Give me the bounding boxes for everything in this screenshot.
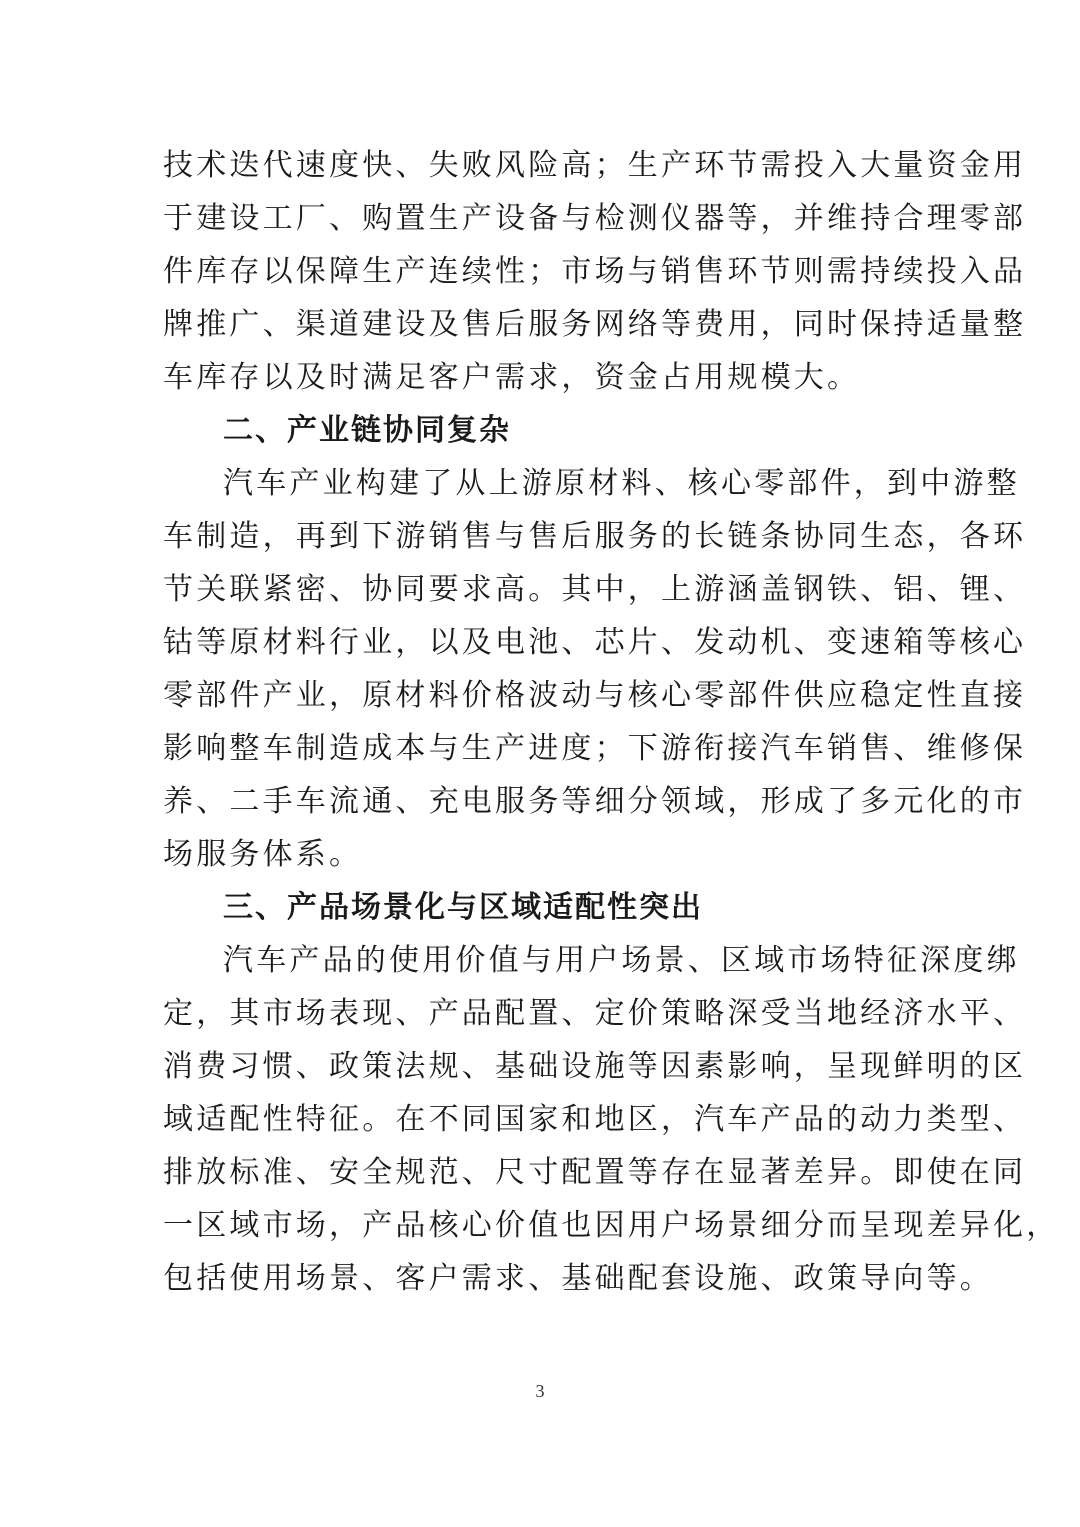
text-line: 节关联紧密、协同要求高。其中，上游涵盖钢铁、铝、锂、	[163, 572, 1027, 607]
text-line: 钴等原材料行业，以及电池、芯片、发动机、变速箱等核心	[163, 625, 1027, 660]
text-line: 车库存以及时满足客户需求，资金占用规模大。	[163, 360, 861, 395]
text-line: 包括使用场景、客户需求、基础配套设施、政策导向等。	[163, 1261, 993, 1296]
text-line: 影响整车制造成本与生产进度；下游衔接汽车销售、维修保	[163, 731, 1027, 766]
paragraph-continuation	[163, 139, 1027, 404]
text-line: 消费习惯、政策法规、基础设施等因素影响，呈现鲜明的区	[163, 1049, 1027, 1084]
page-number: 3	[535, 1381, 545, 1401]
text-line: 一区域市场，产品核心价值也因用户场景细分而呈现差异化，	[163, 1208, 1060, 1243]
text-line: 车制造，再到下游销售与售后服务的长链条协同生态，各环	[163, 519, 1027, 554]
text-line: 场服务体系。	[163, 837, 363, 872]
text-line: 排放标准、安全规范、尺寸配置等存在显著差异。即使在同	[163, 1155, 1027, 1190]
text-line: 技术迭代速度快、失败风险高；生产环节需投入大量资金用	[163, 148, 1027, 183]
text-line: 域适配性特征。在不同国家和地区，汽车产品的动力类型、	[163, 1102, 1027, 1137]
text-line: 定，其市场表现、产品配置、定价策略深受当地经济水平、	[163, 996, 1027, 1031]
text-line: 件库存以保障生产连续性；市场与销售环节则需持续投入品	[163, 254, 1027, 289]
text-line: 零部件产业，原材料价格波动与核心零部件供应稳定性直接	[163, 678, 1027, 713]
text-line: 养、二手车流通、充电服务等细分领域，形成了多元化的市	[163, 784, 1027, 819]
section-heading-3: 三、产品场景化与区域适配性突出	[223, 890, 703, 925]
text-line: 于建设工厂、购置生产设备与检测仪器等，并维持合理零部	[163, 201, 1027, 236]
section-2-paragraph	[163, 457, 1027, 881]
section-3-paragraph	[163, 934, 1060, 1305]
text-line: 牌推广、渠道建设及售后服务网络等费用，同时保持适量整	[163, 307, 1027, 342]
text-line: 汽车产业构建了从上游原材料、核心零部件，到中游整	[223, 466, 1020, 501]
section-heading-2: 二、产业链协同复杂	[223, 413, 511, 448]
text-line: 汽车产品的使用价值与用户场景、区域市场特征深度绑	[223, 943, 1020, 978]
document-body	[163, 139, 1060, 1305]
